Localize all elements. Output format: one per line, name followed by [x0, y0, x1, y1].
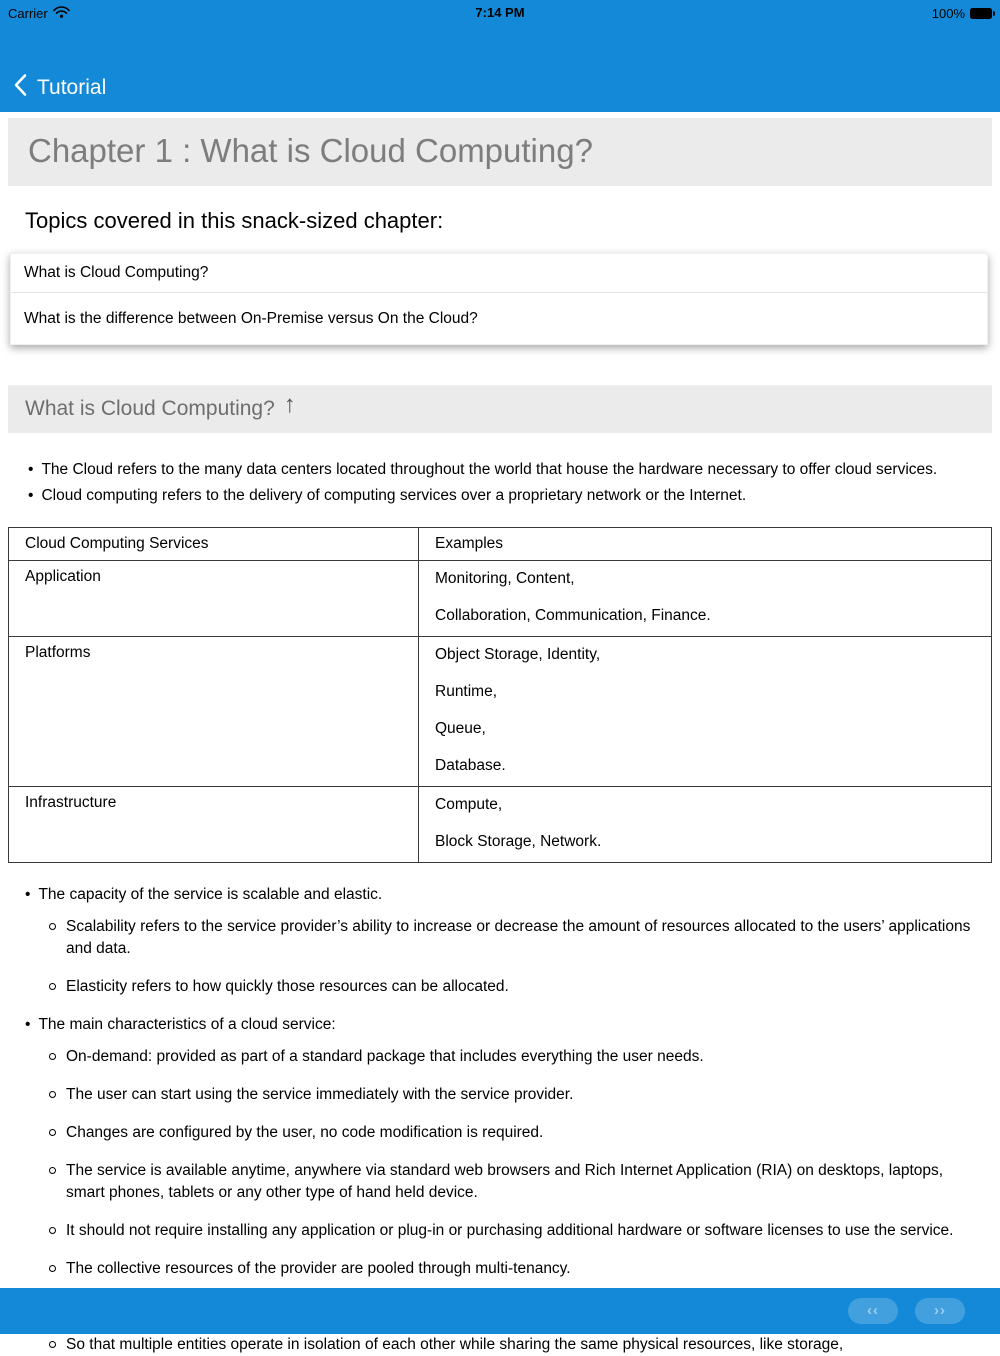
battery-percent: 100%: [931, 5, 965, 21]
intro-bullet-list: [28, 459, 986, 507]
cloud-services-table: [8, 527, 992, 863]
chapter-title: Chapter 1 : What is Cloud Computing?: [8, 118, 992, 186]
service-cell: Infrastructure: [9, 787, 419, 863]
pager-toolbar: [0, 1288, 1000, 1334]
bullet-icon: •: [25, 1016, 31, 1033]
examples-cell: Monitoring, Content, Collaboration, Communication, Finance.: [419, 561, 992, 637]
column-header: Examples: [419, 528, 992, 561]
status-right: [932, 6, 992, 21]
topics-card: [10, 253, 988, 345]
table-row: [9, 637, 992, 787]
table-row: [9, 561, 992, 637]
examples-cell: Compute, Block Storage, Network.: [419, 787, 992, 863]
bullet-icon: •: [28, 461, 34, 478]
top-chrome: [0, 0, 1000, 112]
back-button-label: Tutorial: [37, 76, 107, 99]
section-header: [8, 385, 992, 433]
scroll-to-top-arrow-icon[interactable]: ↑: [283, 391, 296, 418]
topics-heading: Topics covered in this snack-sized chapter:: [25, 208, 444, 233]
list-item: Elasticity refers to how quickly those resources can be allocated.: [49, 976, 986, 998]
list-item: So that multiple entities operate in isolation of each other while sharing the same physical resources, like storage,: [49, 1334, 986, 1356]
nav-bar: [14, 74, 106, 102]
next-page-button[interactable]: ››: [915, 1298, 965, 1324]
list-item: • The main characteristics of a cloud service: On-demand: provided as part of a standard package that includes everything the user needs. The user can start using the service immediately with the service provider. Changes are configured by the user, no code modification is required. The service is available anytime, anywhere via standard web browsers and Rich Internet Application (RIA) on desktops, laptops, smart phones, tablets or any other type of hand held device. It should not require installing any application or plug-in or purchasing additional hardware or software licenses to use the service. The collective resources of the provider are pooled through multi-tenancy. So that multiple entities operate in isolation of each other while sharing the same physical resources, like storage,: [25, 1014, 986, 1356]
sub-bullet-list: [49, 916, 986, 998]
column-header: Cloud Computing Services: [9, 528, 419, 561]
wifi-icon: [53, 6, 70, 21]
examples-cell: Object Storage, Identity, Runtime, Queue, Database.: [419, 637, 992, 787]
topic-item[interactable]: [11, 254, 987, 292]
table-row: [9, 787, 992, 863]
list-item: The collective resources of the provider are pooled through multi-tenancy.: [49, 1258, 986, 1280]
list-item: • The capacity of the service is scalable and elastic. Scalability refers to the service provider’s ability to increase or decrease the amount of resources allocated to the users’ applications and data. Elasticity refers to how quickly those resources can be allocated.: [25, 884, 986, 998]
back-chevron-icon: [14, 74, 27, 102]
status-left: [8, 6, 70, 21]
service-cell: Platforms: [9, 637, 419, 787]
bullet-icon: •: [28, 487, 34, 504]
carrier-label: Carrier: [8, 5, 48, 21]
list-item: The service is available anytime, anywhere via standard web browsers and Rich Internet Application (RIA) on desktops, laptops, smart phones, tablets or any other type of hand held device.: [49, 1160, 986, 1204]
list-item: • The Cloud refers to the many data centers located throughout the world that house the hardware necessary to offer cloud services.: [28, 461, 938, 478]
list-item: On-demand: provided as part of a standard package that includes everything the user needs.: [49, 1046, 986, 1068]
back-button[interactable]: [14, 74, 106, 102]
list-item: Scalability refers to the service provider’s ability to increase or decrease the amount of resources allocated to the users’ applications and data.: [49, 916, 986, 960]
status-bar: [0, 0, 1000, 22]
topic-item[interactable]: [11, 292, 987, 344]
topic-item-label: What is the difference between On-Premise versus On the Cloud?: [24, 310, 478, 327]
list-item: • Cloud computing refers to the delivery of computing services over a proprietary network or the Internet.: [28, 487, 747, 504]
service-cell: Application: [9, 561, 419, 637]
notes-bullet-list: [25, 884, 986, 1356]
previous-page-button[interactable]: ‹‹: [848, 1298, 898, 1324]
battery-icon: [970, 8, 992, 19]
topic-item-label: What is Cloud Computing?: [24, 264, 209, 281]
list-item: It should not require installing any application or plug-in or purchasing additional hardware or software licenses to use the service.: [49, 1220, 986, 1242]
section-title: What is Cloud Computing?: [25, 397, 275, 420]
list-item: Changes are configured by the user, no code modification is required.: [49, 1122, 986, 1144]
status-time: 7:14 PM: [475, 5, 525, 20]
table-header-row: [9, 528, 992, 561]
list-item: The user can start using the service immediately with the service provider.: [49, 1084, 986, 1106]
bullet-icon: •: [25, 886, 31, 903]
